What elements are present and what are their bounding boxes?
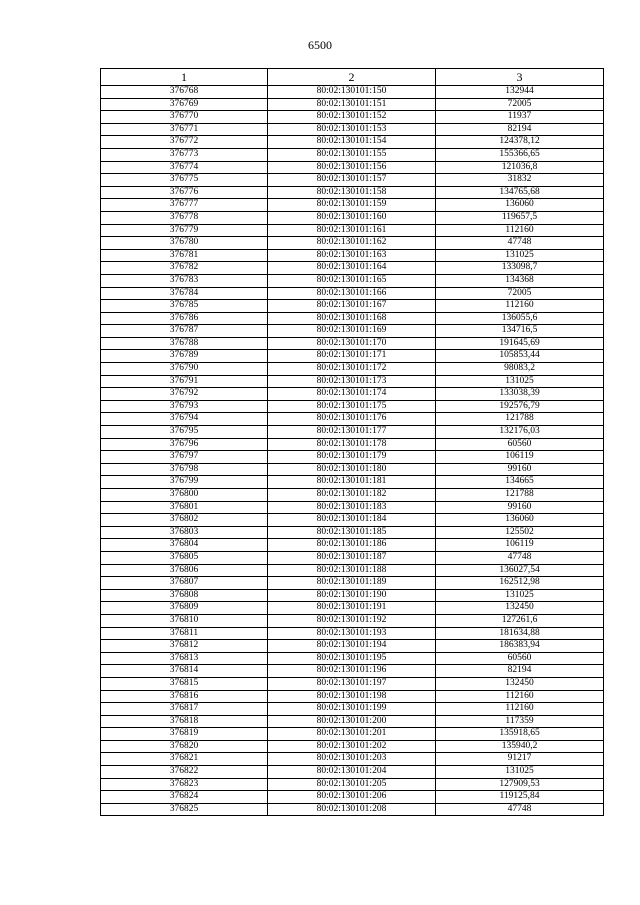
value-cell: 136055,6	[436, 312, 604, 325]
value-cell: 106119	[436, 539, 604, 552]
cadastral-number-cell: 80:02:130101:165	[268, 274, 436, 287]
table-row	[101, 476, 604, 489]
record-number-cell: 376785	[101, 300, 268, 313]
record-number-cell: 376809	[101, 602, 268, 615]
cadastral-number-cell: 80:02:130101:182	[268, 489, 436, 502]
cadastral-number-cell: 80:02:130101:156	[268, 161, 436, 174]
table-row	[101, 161, 604, 174]
value-cell: 99160	[436, 463, 604, 476]
cadastral-number-cell: 80:02:130101:201	[268, 728, 436, 741]
value-cell: 117359	[436, 715, 604, 728]
cadastral-number-cell: 80:02:130101:155	[268, 148, 436, 161]
cadastral-number-cell: 80:02:130101:180	[268, 463, 436, 476]
cadastral-number-cell: 80:02:130101:199	[268, 703, 436, 716]
record-number-cell: 376799	[101, 476, 268, 489]
table-row	[101, 400, 604, 413]
value-cell: 121036,8	[436, 161, 604, 174]
record-number-cell: 376817	[101, 703, 268, 716]
cadastral-number-cell: 80:02:130101:153	[268, 123, 436, 136]
table-row	[101, 186, 604, 199]
record-number-cell: 376798	[101, 463, 268, 476]
table-row	[101, 388, 604, 401]
record-number-cell: 376796	[101, 438, 268, 451]
record-number-cell: 376775	[101, 174, 268, 187]
value-cell: 91217	[436, 753, 604, 766]
record-number-cell: 376788	[101, 337, 268, 350]
cadastral-number-cell: 80:02:130101:205	[268, 778, 436, 791]
record-number-cell: 376820	[101, 740, 268, 753]
table-row	[101, 350, 604, 363]
table-row	[101, 778, 604, 791]
table-row	[101, 312, 604, 325]
value-cell: 72005	[436, 287, 604, 300]
cadastral-number-cell: 80:02:130101:185	[268, 526, 436, 539]
value-cell: 135940,2	[436, 740, 604, 753]
cadastral-number-cell: 80:02:130101:193	[268, 627, 436, 640]
cadastral-number-cell: 80:02:130101:167	[268, 300, 436, 313]
table-row	[101, 300, 604, 313]
value-cell: 47748	[436, 237, 604, 250]
record-number-cell: 376801	[101, 501, 268, 514]
cadastral-number-cell: 80:02:130101:161	[268, 224, 436, 237]
table-row	[101, 287, 604, 300]
cadastral-number-cell: 80:02:130101:170	[268, 337, 436, 350]
record-number-cell: 376770	[101, 111, 268, 124]
record-number-cell: 376789	[101, 350, 268, 363]
table-row	[101, 589, 604, 602]
table-row	[101, 526, 604, 539]
record-number-cell: 376824	[101, 791, 268, 804]
value-cell: 191645,69	[436, 337, 604, 350]
cadastral-number-cell: 80:02:130101:171	[268, 350, 436, 363]
record-number-cell: 376813	[101, 652, 268, 665]
value-cell: 60560	[436, 652, 604, 665]
record-number-cell: 376783	[101, 274, 268, 287]
value-cell: 124378,12	[436, 136, 604, 149]
value-cell: 11937	[436, 111, 604, 124]
cadastral-number-cell: 80:02:130101:184	[268, 514, 436, 527]
value-cell: 134665	[436, 476, 604, 489]
value-cell: 99160	[436, 501, 604, 514]
cadastral-number-cell: 80:02:130101:189	[268, 577, 436, 590]
value-cell: 181634,88	[436, 627, 604, 640]
value-cell: 105853,44	[436, 350, 604, 363]
record-number-cell: 376810	[101, 614, 268, 627]
value-cell: 155366,65	[436, 148, 604, 161]
cadastral-number-cell: 80:02:130101:191	[268, 602, 436, 615]
record-number-cell: 376768	[101, 86, 268, 99]
record-number-cell: 376802	[101, 514, 268, 527]
record-number-cell: 376771	[101, 123, 268, 136]
value-cell: 112160	[436, 690, 604, 703]
record-number-cell: 376797	[101, 451, 268, 464]
cadastral-number-cell: 80:02:130101:158	[268, 186, 436, 199]
table-row	[101, 803, 604, 816]
record-number-cell: 376773	[101, 148, 268, 161]
table-row	[101, 514, 604, 527]
cadastral-number-cell: 80:02:130101:204	[268, 766, 436, 779]
record-number-cell: 376805	[101, 551, 268, 564]
record-number-cell: 376779	[101, 224, 268, 237]
table-row	[101, 551, 604, 564]
cadastral-number-cell: 80:02:130101:187	[268, 551, 436, 564]
table-row	[101, 438, 604, 451]
table-row	[101, 413, 604, 426]
cadastral-number-cell: 80:02:130101:179	[268, 451, 436, 464]
table-row	[101, 86, 604, 99]
page-number: 6500	[308, 38, 332, 52]
record-number-cell: 376769	[101, 98, 268, 111]
value-cell: 121788	[436, 413, 604, 426]
value-cell: 127261,6	[436, 614, 604, 627]
value-cell: 82194	[436, 123, 604, 136]
record-number-cell: 376782	[101, 262, 268, 275]
value-cell: 135918,65	[436, 728, 604, 741]
record-number-cell: 376808	[101, 589, 268, 602]
value-cell: 47748	[436, 551, 604, 564]
value-cell: 47748	[436, 803, 604, 816]
record-number-cell: 376811	[101, 627, 268, 640]
table-row	[101, 463, 604, 476]
cadastral-number-cell: 80:02:130101:200	[268, 715, 436, 728]
cadastral-number-cell: 80:02:130101:174	[268, 388, 436, 401]
table-row	[101, 602, 604, 615]
value-cell: 133038,39	[436, 388, 604, 401]
record-number-cell: 376818	[101, 715, 268, 728]
table-row	[101, 690, 604, 703]
column-header: 1	[101, 69, 268, 86]
table-row	[101, 665, 604, 678]
record-number-cell: 376792	[101, 388, 268, 401]
table-row	[101, 337, 604, 350]
value-cell: 98083,2	[436, 363, 604, 376]
table-row	[101, 614, 604, 627]
cadastral-number-cell: 80:02:130101:150	[268, 86, 436, 99]
value-cell: 72005	[436, 98, 604, 111]
cadastral-number-cell: 80:02:130101:198	[268, 690, 436, 703]
record-number-cell: 376776	[101, 186, 268, 199]
cadastral-number-cell: 80:02:130101:197	[268, 677, 436, 690]
table-row	[101, 249, 604, 262]
record-number-cell: 376790	[101, 363, 268, 376]
cadastral-number-cell: 80:02:130101:162	[268, 237, 436, 250]
cadastral-number-cell: 80:02:130101:151	[268, 98, 436, 111]
value-cell: 133098,7	[436, 262, 604, 275]
cadastral-number-cell: 80:02:130101:194	[268, 640, 436, 653]
record-number-cell: 376814	[101, 665, 268, 678]
cadastral-number-cell: 80:02:130101:203	[268, 753, 436, 766]
value-cell: 132450	[436, 602, 604, 615]
value-cell: 127909,53	[436, 778, 604, 791]
record-number-cell: 376819	[101, 728, 268, 741]
table-row	[101, 199, 604, 212]
table-row	[101, 489, 604, 502]
table-row	[101, 325, 604, 338]
value-cell: 112160	[436, 224, 604, 237]
cadastral-number-cell: 80:02:130101:177	[268, 426, 436, 439]
cadastral-number-cell: 80:02:130101:188	[268, 564, 436, 577]
record-number-cell: 376815	[101, 677, 268, 690]
cadastral-number-cell: 80:02:130101:154	[268, 136, 436, 149]
table-row	[101, 136, 604, 149]
cadastral-number-cell: 80:02:130101:195	[268, 652, 436, 665]
record-number-cell: 376807	[101, 577, 268, 590]
table-row	[101, 715, 604, 728]
value-cell: 82194	[436, 665, 604, 678]
record-number-cell: 376794	[101, 413, 268, 426]
table-row	[101, 677, 604, 690]
value-cell: 112160	[436, 300, 604, 313]
table-body	[101, 86, 604, 816]
cadastral-number-cell: 80:02:130101:172	[268, 363, 436, 376]
record-number-cell: 376806	[101, 564, 268, 577]
cadastral-number-cell: 80:02:130101:183	[268, 501, 436, 514]
value-cell: 134368	[436, 274, 604, 287]
value-cell: 136027,54	[436, 564, 604, 577]
record-number-cell: 376816	[101, 690, 268, 703]
value-cell: 132944	[436, 86, 604, 99]
cadastral-number-cell: 80:02:130101:206	[268, 791, 436, 804]
table-row	[101, 174, 604, 187]
record-number-cell: 376822	[101, 766, 268, 779]
record-number-cell: 376803	[101, 526, 268, 539]
record-number-cell: 376823	[101, 778, 268, 791]
table-row	[101, 426, 604, 439]
value-cell: 136060	[436, 199, 604, 212]
table-row	[101, 627, 604, 640]
record-number-cell: 376821	[101, 753, 268, 766]
cadastral-number-cell: 80:02:130101:186	[268, 539, 436, 552]
table-row	[101, 451, 604, 464]
value-cell: 134716,5	[436, 325, 604, 338]
data-table	[100, 68, 604, 816]
table-row	[101, 740, 604, 753]
record-number-cell: 376787	[101, 325, 268, 338]
value-cell: 125502	[436, 526, 604, 539]
value-cell: 131025	[436, 249, 604, 262]
column-header: 3	[436, 69, 604, 86]
cadastral-number-cell: 80:02:130101:175	[268, 400, 436, 413]
record-number-cell: 376778	[101, 211, 268, 224]
table-row	[101, 766, 604, 779]
cadastral-number-cell: 80:02:130101:178	[268, 438, 436, 451]
value-cell: 121788	[436, 489, 604, 502]
value-cell: 131025	[436, 589, 604, 602]
value-cell: 132450	[436, 677, 604, 690]
record-number-cell: 376800	[101, 489, 268, 502]
value-cell: 131025	[436, 766, 604, 779]
value-cell: 132176,03	[436, 426, 604, 439]
table-row	[101, 728, 604, 741]
value-cell: 136060	[436, 514, 604, 527]
column-header: 2	[268, 69, 436, 86]
value-cell: 31832	[436, 174, 604, 187]
table-row	[101, 640, 604, 653]
value-cell: 119657,5	[436, 211, 604, 224]
cadastral-number-cell: 80:02:130101:168	[268, 312, 436, 325]
cadastral-number-cell: 80:02:130101:157	[268, 174, 436, 187]
table-row	[101, 211, 604, 224]
record-number-cell: 376812	[101, 640, 268, 653]
table-header	[101, 69, 604, 86]
table-row	[101, 111, 604, 124]
record-number-cell: 376777	[101, 199, 268, 212]
table-row	[101, 703, 604, 716]
record-number-cell: 376781	[101, 249, 268, 262]
table-row	[101, 564, 604, 577]
table-row	[101, 123, 604, 136]
cadastral-number-cell: 80:02:130101:176	[268, 413, 436, 426]
table-row	[101, 375, 604, 388]
record-number-cell: 376793	[101, 400, 268, 413]
value-cell: 134765,68	[436, 186, 604, 199]
header-row	[101, 69, 604, 86]
cadastral-number-cell: 80:02:130101:181	[268, 476, 436, 489]
record-number-cell: 376795	[101, 426, 268, 439]
record-number-cell: 376825	[101, 803, 268, 816]
value-cell: 106119	[436, 451, 604, 464]
value-cell: 186383,94	[436, 640, 604, 653]
cadastral-number-cell: 80:02:130101:192	[268, 614, 436, 627]
table-row	[101, 363, 604, 376]
table-row	[101, 224, 604, 237]
record-number-cell: 376772	[101, 136, 268, 149]
cadastral-number-cell: 80:02:130101:163	[268, 249, 436, 262]
value-cell: 112160	[436, 703, 604, 716]
cadastral-number-cell: 80:02:130101:152	[268, 111, 436, 124]
table-row	[101, 274, 604, 287]
record-number-cell: 376780	[101, 237, 268, 250]
table-row	[101, 501, 604, 514]
cadastral-number-cell: 80:02:130101:208	[268, 803, 436, 816]
cadastral-number-cell: 80:02:130101:196	[268, 665, 436, 678]
record-number-cell: 376786	[101, 312, 268, 325]
cadastral-number-cell: 80:02:130101:159	[268, 199, 436, 212]
table-row	[101, 577, 604, 590]
cadastral-number-cell: 80:02:130101:202	[268, 740, 436, 753]
cadastral-number-cell: 80:02:130101:190	[268, 589, 436, 602]
record-number-cell: 376804	[101, 539, 268, 552]
cadastral-number-cell: 80:02:130101:169	[268, 325, 436, 338]
cadastral-number-cell: 80:02:130101:173	[268, 375, 436, 388]
table-row	[101, 262, 604, 275]
table-row	[101, 237, 604, 250]
value-cell: 119125,84	[436, 791, 604, 804]
table-row	[101, 148, 604, 161]
value-cell: 162512,98	[436, 577, 604, 590]
table-row	[101, 539, 604, 552]
cadastral-number-cell: 80:02:130101:164	[268, 262, 436, 275]
table-row	[101, 791, 604, 804]
record-number-cell: 376784	[101, 287, 268, 300]
value-cell: 60560	[436, 438, 604, 451]
record-number-cell: 376774	[101, 161, 268, 174]
table-row	[101, 753, 604, 766]
cadastral-number-cell: 80:02:130101:166	[268, 287, 436, 300]
value-cell: 131025	[436, 375, 604, 388]
table-row	[101, 652, 604, 665]
value-cell: 192576,79	[436, 400, 604, 413]
record-number-cell: 376791	[101, 375, 268, 388]
cadastral-number-cell: 80:02:130101:160	[268, 211, 436, 224]
table-row	[101, 98, 604, 111]
